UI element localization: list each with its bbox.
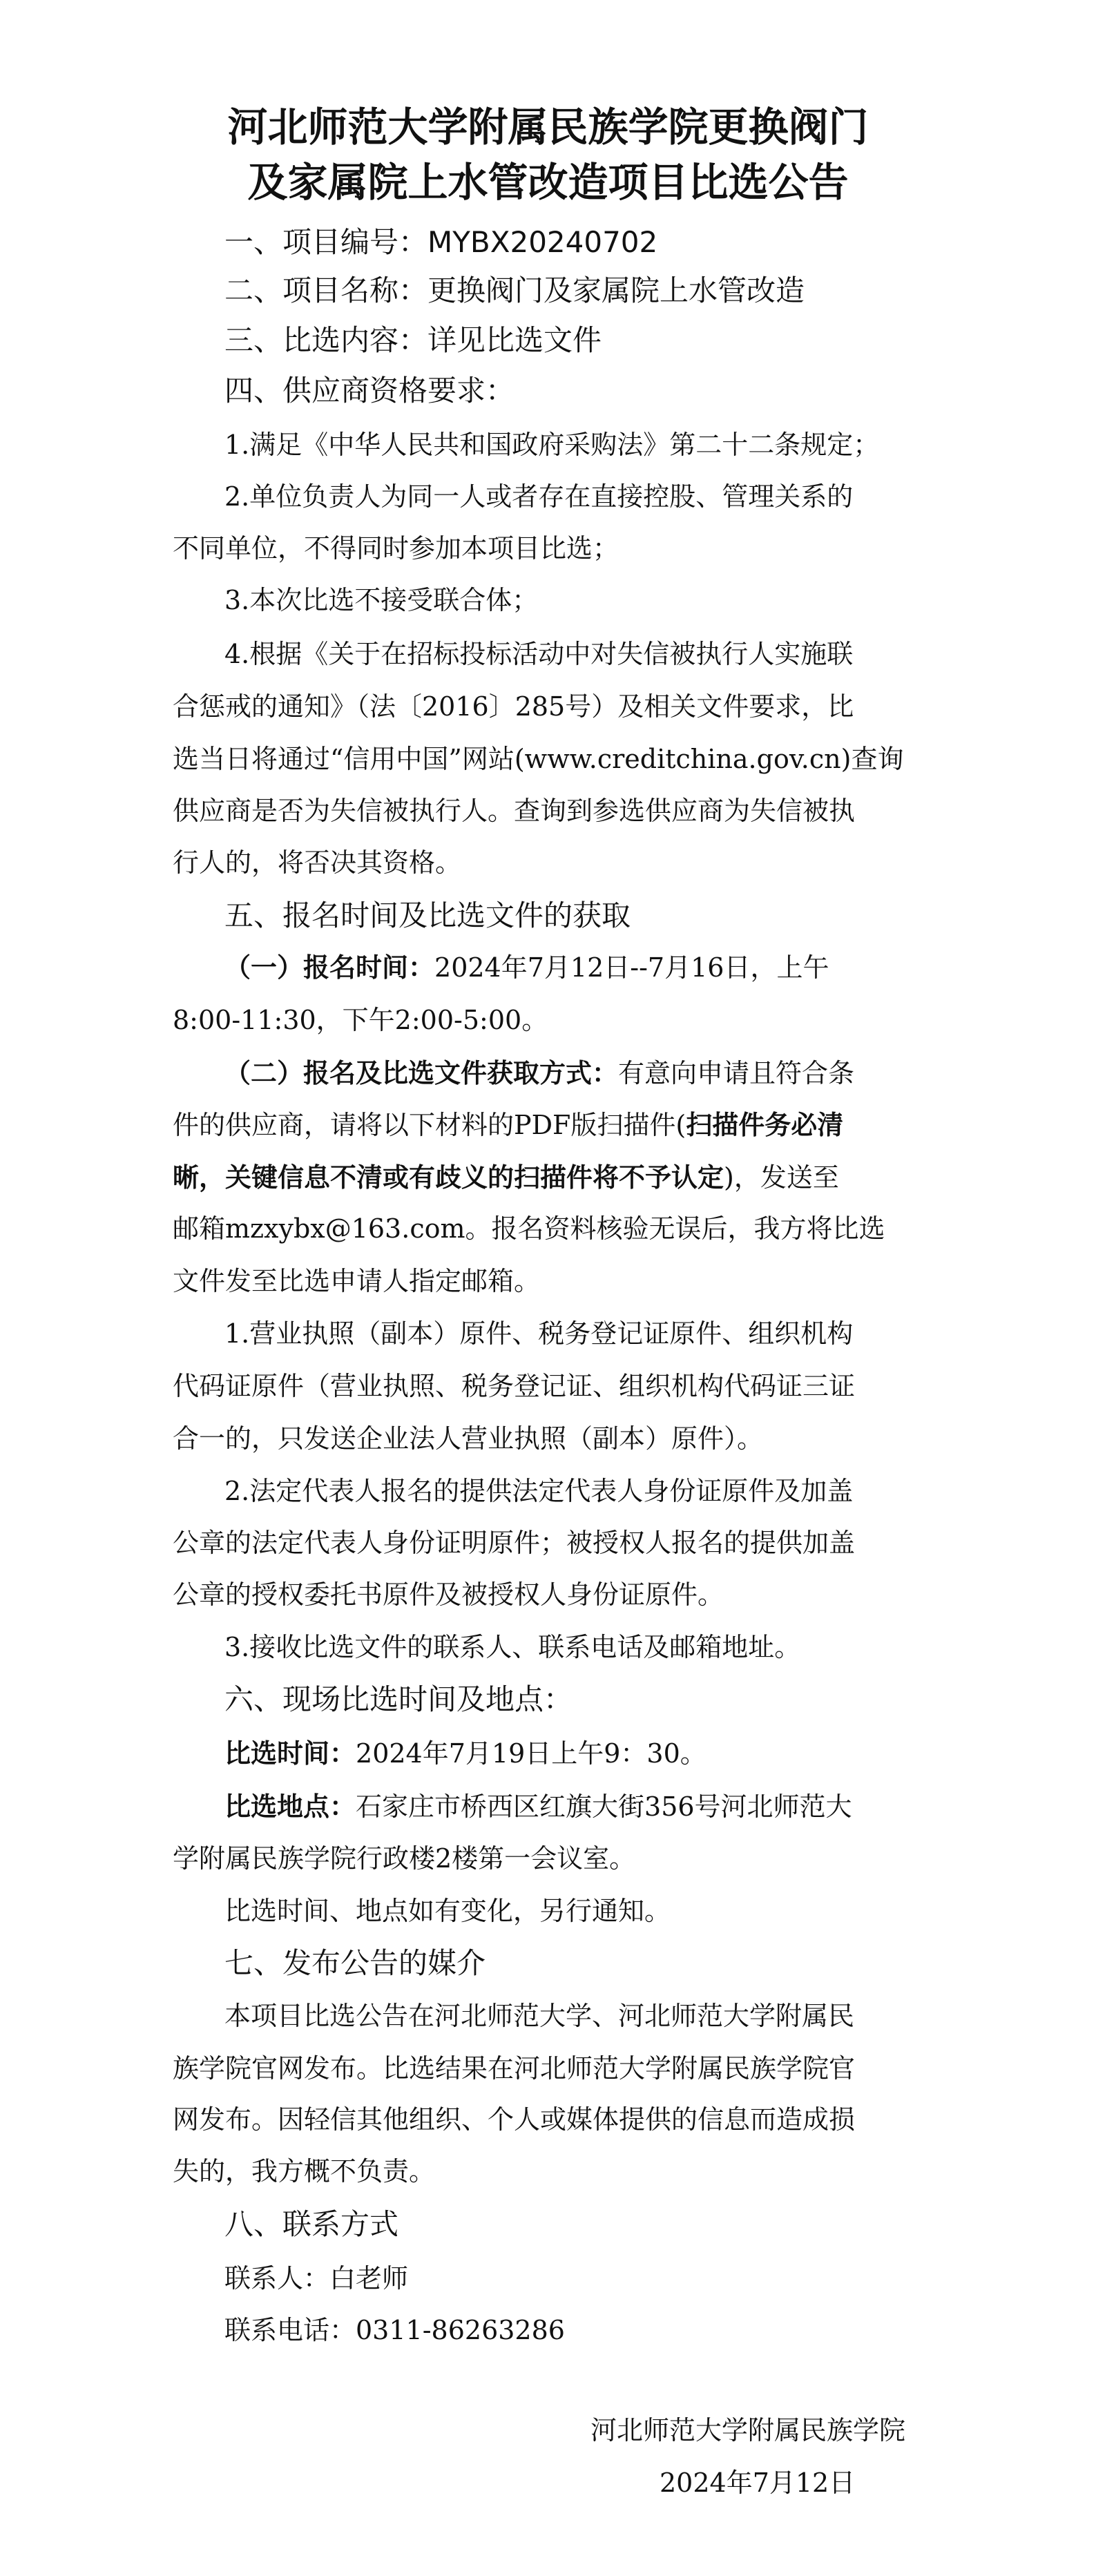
venue-place-line-1 [224,1791,998,1822]
registration-method-line-4: 邮箱mzxybx@163.com。报名资料核验无误后，我方将比选 [173,1213,885,1244]
qualification-2-line-2: 不同单位，不得同时参加本项目比选； [173,533,619,564]
registration-time-line-2: 8:00-11:30，下午2:00-5:00。 [173,1005,548,1035]
qualification-4-line-1: 4.根据《关于在招标投标活动中对失信被执行人实施联 [224,639,854,669]
material-2-line-3: 公章的授权委托书原件及被授权人身份证原件。 [173,1579,724,1610]
section-venue: 六、现场比选时间及地点： [224,1682,573,1716]
media-line-1: 本项目比选公告在河北师范大学、河北师范大学附属民 [224,2001,855,2031]
venue-time-label: 比选时间： [224,1738,356,1769]
venue-place-label: 比选地点： [224,1791,356,1822]
registration-time-value: 2024年7月12日--7月16日，上午 [434,952,829,983]
material-1-line-1: 1.营业执照（副本）原件、税务登记证原件、组织机构 [224,1318,854,1349]
contact-person: 联系人：白老师 [224,2263,409,2294]
registration-time-label: （一）报名时间： [224,952,435,983]
registration-time-line-1 [224,954,998,981]
registration-method-emphasis-1: 扫描件务必清 [686,1109,844,1140]
material-1-line-3: 合一的，只发送企业法人营业执照（副本）原件）。 [173,1423,764,1454]
contact-phone: 联系电话：0311-86263286 [224,2315,565,2345]
material-2-line-1: 2.法定代表人报名的提供法定代表人身份证原件及加盖 [224,1476,854,1506]
venue-note: 比选时间、地点如有变化，另行通知。 [224,1896,671,1926]
section-media: 七、发布公告的媒介 [224,1946,486,1980]
registration-method-line-1 [224,1057,998,1088]
qualification-3: 3.本次比选不接受联合体； [224,585,539,615]
material-3: 3.接收比选文件的联系人、联系电话及邮箱地址。 [224,1632,801,1662]
section-content: 三、比选内容：详见比选文件 [224,323,602,357]
material-2-line-2: 公章的法定代表人身份证明原件；被授权人报名的提供加盖 [173,1528,856,1558]
venue-time-value: 2024年7月19日上午9：30。 [356,1738,706,1769]
media-line-4: 失的，我方概不负责。 [173,2156,436,2186]
qualification-4-line-4: 供应商是否为失信被执行人。查询到参选供应商为失信被执 [173,796,856,826]
registration-method-text-3: )，发送至 [724,1162,839,1193]
material-1-line-2: 代码证原件（营业执照、税务登记证、组织机构代码证三证 [173,1371,856,1401]
section-registration: 五、报名时间及比选文件的获取 [224,898,631,932]
registration-method-line-5: 文件发至比选申请人指定邮箱。 [173,1266,541,1296]
registration-method-text-2: 件的供应商，请将以下材料的PDF版扫描件( [173,1110,686,1140]
section-project-name: 二、项目名称：更换阀门及家属院上水管改造 [224,273,805,307]
venue-place-line-2: 学附属民族学院行政楼2楼第一会议室。 [173,1843,636,1874]
venue-time [224,1740,998,1767]
registration-method-line-3 [173,1164,946,1191]
qualification-4-line-2: 合惩戒的通知》（法〔2016〕285号）及相关文件要求，比 [173,691,854,722]
media-line-3: 网发布。因轻信其他组织、个人或媒体提供的信息而造成损 [173,2104,856,2135]
signature-date: 2024年7月12日 [660,2468,856,2498]
title-line-2: 及家属院上水管改造项目比选公告 [247,159,849,206]
venue-place-value: 石家庄市桥西区红旗大街356号河北师范大 [356,1791,852,1822]
media-line-2: 族学院官网发布。比选结果在河北师范大学附属民族学院官 [173,2053,856,2084]
section-project-number: 一、项目编号：MYBX20240702 [224,225,658,259]
qualification-4-line-5: 行人的，将否决其资格。 [173,847,462,878]
section-qualifications: 四、供应商资格要求： [224,374,515,407]
qualification-2-line-1: 2.单位负责人为同一人或者存在直接控股、管理关系的 [224,481,854,512]
registration-method-emphasis-2: 晰，关键信息不清或有歧义的扫描件将不予认定 [173,1162,724,1193]
registration-method-line-2 [173,1109,946,1140]
registration-method-label: （二）报名及比选文件获取方式： [224,1057,619,1088]
title-line-1: 河北师范大学附属民族学院更换阀门 [227,104,869,151]
qualification-4-line-3: 选当日将通过“信用中国”网站(www.creditchina.gov.cn)查询 [173,744,904,774]
section-contact: 八、联系方式 [224,2207,399,2241]
registration-method-text: 有意向申请且符合条 [618,1058,855,1088]
signature-organization: 河北师范大学附属民族学院 [590,2415,906,2445]
qualification-1: 1.满足《中华人民共和国政府采购法》第二十二条规定； [224,430,880,460]
